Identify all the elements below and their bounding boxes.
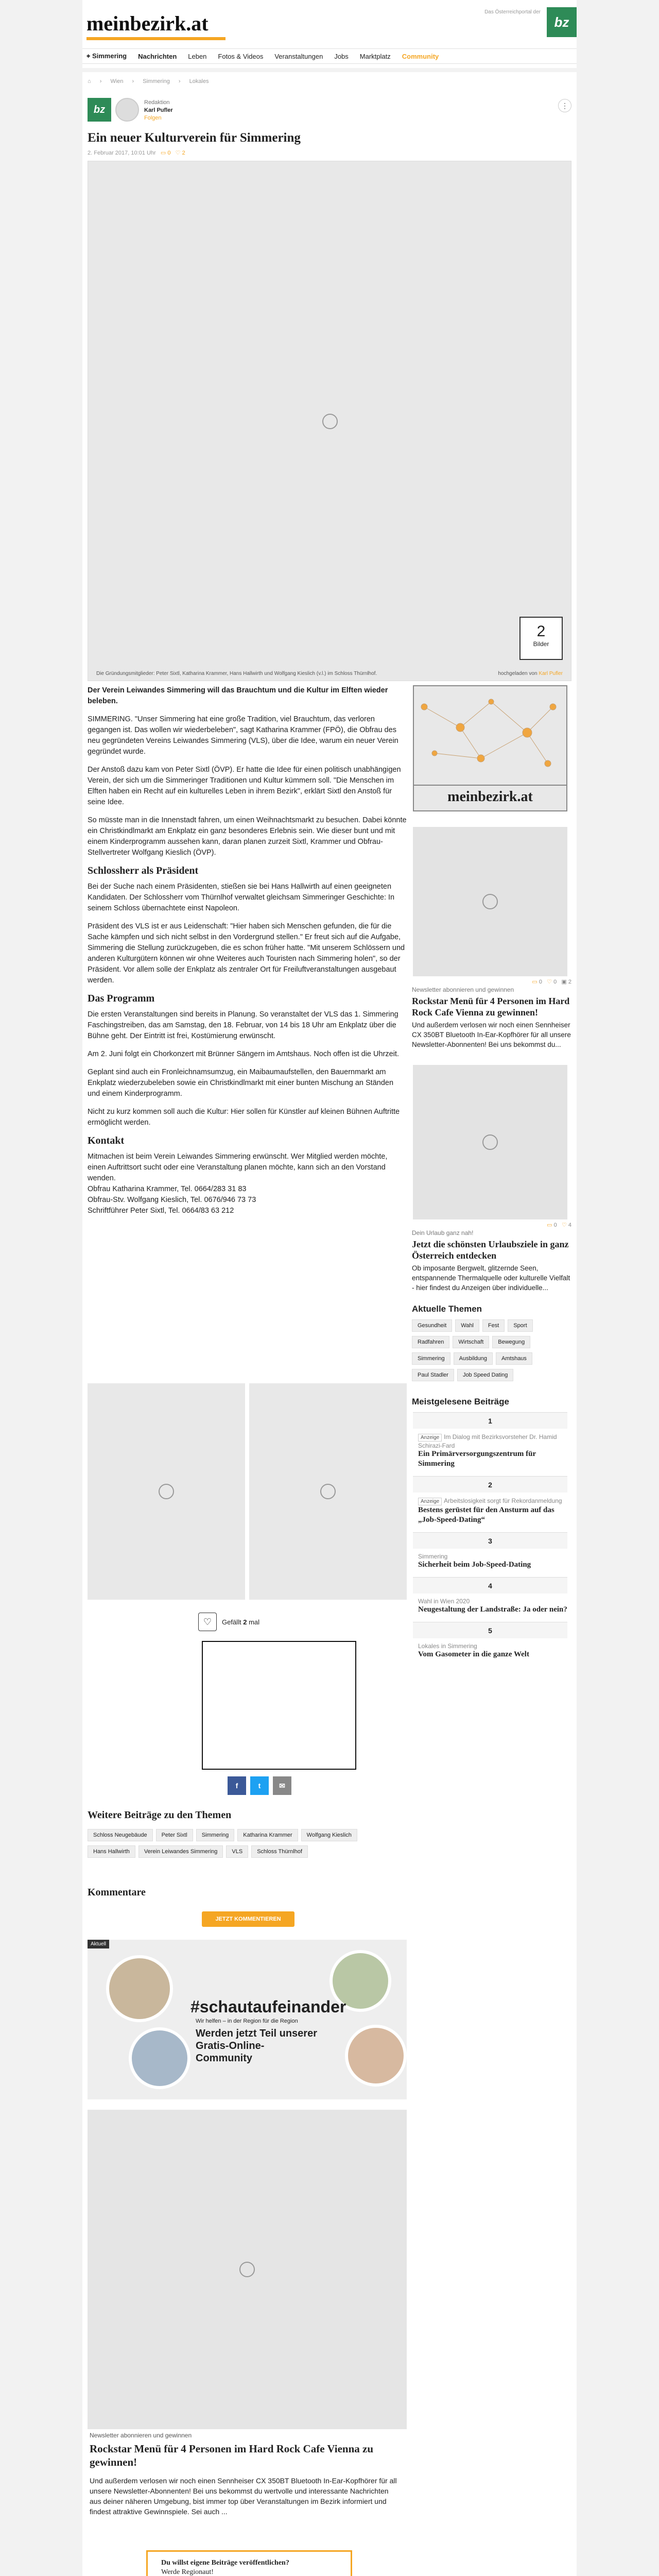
author-name[interactable]: Karl Pufler bbox=[144, 107, 173, 113]
teaser-like-count: 0 bbox=[553, 979, 557, 985]
regionaut-ad[interactable] bbox=[146, 2550, 352, 2576]
contact-line: Obfrau-Stv. Wolfgang Kieslich, Tel. 0676/946 73 73 bbox=[88, 1196, 256, 1204]
facebook-icon[interactable]: f bbox=[228, 1776, 246, 1795]
home-icon[interactable]: ⌂ bbox=[88, 78, 91, 84]
share-bar bbox=[228, 1776, 296, 1795]
paragraph: Geplant sind auch ein Fronleichnamsumzug, ein Maibaumaufstellen, den Bauernmarkt am Enkplatz wiederzubeleben sowie ein Christkindlmarkt mit einer bunten Mischung an Ständen und einem Kinderprogramm. bbox=[88, 1068, 394, 1098]
ad-badge: Anzeige bbox=[418, 1434, 442, 1442]
topics-tags bbox=[412, 1319, 571, 1385]
topics-heading: Aktuelle Themen bbox=[412, 1304, 482, 1314]
teaser-image[interactable] bbox=[413, 827, 567, 976]
community-photo bbox=[106, 1955, 173, 2022]
comment-icon[interactable]: ▭ bbox=[160, 150, 166, 156]
teaser-title[interactable]: Rockstar Menü für 4 Personen im Hard Rock Cafe Vienna zu gewinnen! bbox=[90, 2443, 374, 2468]
topic-tag[interactable]: Simmering bbox=[196, 1829, 235, 1841]
comment-count: 0 bbox=[167, 150, 171, 156]
teaser-kicker: Newsletter abonnieren und gewinnen bbox=[412, 986, 514, 993]
author-role: Redaktion bbox=[144, 99, 170, 106]
teaser-image-count: 2 bbox=[568, 979, 571, 985]
most-read-item[interactable] bbox=[412, 1429, 571, 1472]
sidebar-ad[interactable] bbox=[413, 685, 567, 811]
main-content bbox=[82, 72, 577, 2576]
bz-logo[interactable]: bz bbox=[547, 7, 577, 37]
topic-tag[interactable]: Fest bbox=[482, 1319, 505, 1332]
nav-item-fotos[interactable]: Fotos & Videos bbox=[218, 52, 264, 60]
loading-icon bbox=[320, 1484, 336, 1499]
camera-icon: ▣ bbox=[561, 979, 567, 985]
article-title: Ein neuer Kulturverein für Simmering bbox=[88, 131, 301, 145]
paragraph: SIMMERING. "Unser Simmering hat eine große Tradition, viel Brauchtum, das verloren gegangen ist. Das wollen wir wiederbeleben", sagt Katharina Krammer (FPÖ), die Obfrau des neu gegründeten Vereins Leiwandes Simmering (VLS), über die Idee, warum ein neuer Verein gegründet wurde. bbox=[88, 715, 398, 756]
community-hashtag: #schautaufeinander bbox=[190, 1997, 346, 2016]
article-lead: Der Verein Leiwandes Simmering will das Brauchtum und die Kultur im Elften wieder beleben. bbox=[88, 686, 388, 705]
image-gallery bbox=[88, 1383, 407, 1600]
like-count: 2 bbox=[182, 150, 185, 156]
topic-tag[interactable]: Bewegung bbox=[492, 1336, 530, 1348]
most-read-heading: Meistgelesene Beiträge bbox=[412, 1397, 509, 1406]
comment-icon: ▭ bbox=[532, 979, 537, 985]
rank-number: 3 bbox=[413, 1532, 567, 1549]
loading-icon bbox=[482, 894, 498, 909]
teaser-kicker: Newsletter abonnieren und gewinnen bbox=[90, 2432, 192, 2439]
most-read-kicker: Lokales in Simmering bbox=[418, 1642, 477, 1650]
image-count-button[interactable] bbox=[519, 617, 563, 660]
rank-number: 1 bbox=[413, 1412, 567, 1429]
topic-tag[interactable]: Verein Leiwandes Simmering bbox=[138, 1845, 223, 1858]
teaser-kicker: Dein Urlaub ganz nah! bbox=[412, 1229, 474, 1236]
ad-subline: Werde Regionaut! bbox=[161, 2568, 214, 2576]
header-tagline: Das Österreichportal der bbox=[484, 9, 541, 15]
logo-underline bbox=[86, 37, 226, 40]
paragraph: Nicht zu kurz kommen soll auch die Kultur: Hier sollen für Künstler auf kleinen Bühnen Auftritte ermöglicht werden. bbox=[88, 1108, 400, 1127]
hero-image[interactable] bbox=[88, 161, 571, 681]
paragraph bbox=[88, 1151, 407, 1216]
image-caption: Die Gründungsmitglieder: Peter Sixtl, Katharina Krammer, Hans Hallwirth und Wolfgang Kieslich (v.l.) im Schloss Thürnlhof. bbox=[96, 671, 377, 676]
rank-number: 5 bbox=[413, 1622, 567, 1638]
teaser-title[interactable]: Jetzt die schönsten Urlaubsziele in ganz Österreich entdecken bbox=[412, 1239, 569, 1261]
heart-icon[interactable]: ♡ bbox=[198, 1613, 217, 1631]
contact-intro: Mitmachen ist beim Verein Leiwandes Simmering erwünscht. Wer Mitglied werden möchte, einen Auftrittsort sucht oder eine Veranstaltung planen möchte, kann sich an den Vorstand wenden. bbox=[88, 1153, 388, 1182]
topic-tag[interactable]: Sport bbox=[508, 1319, 532, 1332]
breadcrumb-item[interactable]: Simmering bbox=[143, 78, 170, 84]
most-read-kicker: Arbeitslosigkeit sorgt für Rekordanmeldung bbox=[444, 1497, 562, 1504]
teaser-meta bbox=[412, 978, 571, 985]
most-read-title[interactable]: Bestens gerüstet für den Ansturm auf das „Job-Speed-Dating“ bbox=[418, 1506, 554, 1524]
image-count: 2 bbox=[536, 623, 546, 640]
like-icon[interactable]: ♡ bbox=[175, 150, 181, 156]
most-read-kicker: Im Dialog mit Bezirksvorsteher Dr. Hamid Schirazi-Fard bbox=[418, 1433, 557, 1449]
comments-heading: Kommentare bbox=[88, 1887, 146, 1898]
gallery-image[interactable] bbox=[249, 1383, 407, 1600]
like-icon: ♡ bbox=[561, 1222, 567, 1228]
paragraph: Die ersten Veranstaltungen sind bereits in Planung. So veranstaltet der VLS das 1. Simmering Faschingstreiben, das am Samstag, den 18. Februar, von 14 bis 18 Uhr am Enkplatz über die Bühne geht. Der Eintritt ist frei, Kostümierung erwünscht. bbox=[88, 1010, 398, 1040]
location-label: Simmering bbox=[92, 52, 127, 60]
subheading: Das Programm bbox=[88, 993, 155, 1004]
topic-tag[interactable]: Simmering bbox=[412, 1352, 450, 1365]
teaser-image[interactable] bbox=[413, 1065, 567, 1219]
topic-tag[interactable]: Radfahren bbox=[412, 1336, 449, 1348]
likes-count: 2 bbox=[243, 1618, 247, 1626]
paragraph: Der Anstoß dazu kam von Peter Sixtl (ÖVP). Er hatte die Idee für einen politisch unabhängigen Verein, der sich um die Simmeringer Traditionen und Kultur kümmern soll. "Die Menschen im Elften haben ein Recht auf ein kulturelles Leben in ihrem Bezirk", erklärt Sixtl den Anstoß für seine Idee. bbox=[88, 766, 401, 806]
mail-icon[interactable]: ✉ bbox=[273, 1776, 291, 1795]
author-meta bbox=[144, 99, 247, 122]
most-read-kicker: Wahl in Wien 2020 bbox=[418, 1598, 470, 1605]
twitter-icon[interactable]: t bbox=[250, 1776, 269, 1795]
community-banner[interactable] bbox=[88, 1940, 407, 2099]
community-cta: Werden jetzt Teil unserer Gratis-Online-Community bbox=[196, 2028, 317, 2064]
more-posts-heading: Weitere Beiträge zu den Themen bbox=[88, 1809, 232, 1821]
rank-number: 2 bbox=[413, 1476, 567, 1493]
article-body bbox=[88, 685, 407, 1216]
nav-item-community[interactable]: Community bbox=[402, 52, 439, 60]
teaser-text: Und außerdem verlosen wir noch einen Sennheiser CX 350BT Bluetooth In-Ear-Kopfhörer für all unsere Newsletter-Abonnenten! Bei uns bekommst du wertvolle und interessante Nachrichten aus deiner näheren Umgebung, bist immer top über Veranstaltungen im Bezirk informiert und findest attraktive Gewinnspiele. Sei auch ... bbox=[90, 2477, 397, 2516]
teaser-comment-count: 0 bbox=[553, 1222, 557, 1228]
most-read-item[interactable] bbox=[412, 1549, 571, 1573]
most-read-item[interactable] bbox=[412, 1594, 571, 1618]
publish-date: 2. Februar 2017, 10:01 Uhr bbox=[88, 150, 156, 156]
sidebar bbox=[412, 685, 571, 1663]
main-nav bbox=[82, 48, 577, 64]
loading-icon bbox=[159, 1484, 174, 1499]
nav-item-nachrichten[interactable]: Nachrichten bbox=[138, 52, 177, 60]
location-selector[interactable]: ⌖ Simmering bbox=[86, 52, 127, 60]
teaser-text: Ob imposante Bergwelt, glitzernde Seen, entspannende Thermalquelle oder kulturelle Vielfalt - hier findest du Anzeigen über individuelle... bbox=[412, 1264, 570, 1292]
topic-tag[interactable]: Amtshaus bbox=[496, 1352, 532, 1365]
teaser-meta bbox=[412, 1222, 571, 1228]
topic-tag[interactable]: Wahl bbox=[455, 1319, 479, 1332]
likes-prefix: Gefällt bbox=[222, 1618, 241, 1626]
topic-tag[interactable]: Hans Hallwirth bbox=[88, 1845, 135, 1858]
topic-tag[interactable]: Schloss Thürnlhof bbox=[251, 1845, 308, 1858]
topic-tag[interactable]: Paul Stadler bbox=[412, 1369, 454, 1381]
breadcrumb: ⌂ › Wien › Simmering › Lokales bbox=[88, 78, 209, 84]
embedded-ad-frame[interactable] bbox=[202, 1641, 356, 1770]
ad-label: meinbezirk.at bbox=[414, 785, 566, 805]
teaser-image[interactable] bbox=[88, 2110, 407, 2429]
more-options-icon[interactable]: ⋮ bbox=[558, 99, 571, 112]
contact-line: Obfrau Katharina Krammer, Tel. 0664/283 31 83 bbox=[88, 1185, 247, 1193]
topic-tag[interactable]: VLS bbox=[226, 1845, 248, 1858]
gallery-image[interactable] bbox=[88, 1383, 245, 1600]
image-credit bbox=[498, 671, 563, 676]
site-logo[interactable]: meinbezirk.at bbox=[86, 12, 209, 35]
comment-icon: ▭ bbox=[547, 1222, 552, 1228]
paragraph: Am 2. Juni folgt ein Chorkonzert mit Brünner Sängern im Amtshaus. Noch offen ist die Uhrzeit. bbox=[88, 1050, 399, 1058]
breadcrumb-item[interactable]: Lokales bbox=[189, 78, 209, 84]
teaser-text: Und außerdem verlosen wir noch einen Sennheiser CX 350BT Bluetooth In-Ear-Kopfhörer für all unsere Newsletter-Abonnenten! Bei uns bekommst du... bbox=[412, 1021, 571, 1048]
most-read-item[interactable] bbox=[412, 1493, 571, 1528]
topic-tag[interactable]: Gesundheit bbox=[412, 1319, 452, 1332]
publish-info bbox=[88, 149, 185, 156]
community-subline: Wir helfen – in der Region für die Region bbox=[196, 2018, 298, 2024]
topic-tag[interactable]: Wirtschaft bbox=[453, 1336, 489, 1348]
topic-tag[interactable]: Peter Sixtl bbox=[156, 1829, 193, 1841]
loading-icon bbox=[482, 1134, 498, 1150]
image-count-label: Bilder bbox=[533, 640, 549, 648]
topic-tag[interactable]: Wolfgang Kieslich bbox=[301, 1829, 357, 1841]
paragraph: Präsident des VLS ist er aus Leidenschaft: "Hier haben sich Menschen gefunden, die für die Sache kämpfen und sich nicht selbst in den Vordergrund stellen." Er freut sich auf die Aufgabe, Simmering die Stellung zurückzugeben, die es schon früher hatte. "Mit unserem Schlössern und anderen Kulturgütern können wir ohne Weiteres auch Touristen nach Simmering holen", so der Präsident. Vor allem solle der Enkplatz als zentraler Ort für Freiluftveranstaltungen ausgebaut werden. bbox=[88, 922, 405, 985]
topic-tag[interactable]: Schloss Neugebäude bbox=[88, 1829, 153, 1841]
rank-number: 4 bbox=[413, 1577, 567, 1594]
teaser-like-count: 4 bbox=[568, 1222, 571, 1228]
banner-badge: Aktuell bbox=[88, 1940, 109, 1948]
nav-item-jobs[interactable]: Jobs bbox=[334, 52, 349, 60]
loading-icon bbox=[322, 414, 338, 429]
subheading: Kontakt bbox=[88, 1135, 125, 1146]
author-bz-logo: bz bbox=[88, 98, 111, 122]
loading-icon bbox=[239, 2262, 255, 2277]
avatar[interactable] bbox=[115, 98, 139, 122]
topic-tag[interactable]: Katharina Krammer bbox=[237, 1829, 298, 1841]
comment-button[interactable]: JETZT KOMMENTIEREN bbox=[202, 1911, 294, 1927]
most-read-title[interactable]: Ein Primärversorgungszentrum für Simmering bbox=[418, 1450, 536, 1468]
teaser-title[interactable]: Rockstar Menü für 4 Personen im Hard Rock Cafe Vienna zu gewinnen! bbox=[412, 996, 570, 1018]
most-read-title[interactable]: Vom Gasometer in die ganze Welt bbox=[418, 1650, 529, 1658]
like-box bbox=[198, 1613, 259, 1631]
topic-tag[interactable]: Job Speed Dating bbox=[457, 1369, 513, 1381]
topic-tag[interactable]: Ausbildung bbox=[454, 1352, 493, 1365]
like-icon: ♡ bbox=[547, 979, 552, 985]
ad-headline: Du willst eigene Beiträge veröffentlichen? bbox=[161, 2559, 289, 2567]
follow-button[interactable]: Folgen bbox=[144, 115, 162, 121]
credit-name[interactable]: Karl Pufler bbox=[539, 671, 563, 676]
most-read-kicker: Simmering bbox=[418, 1553, 448, 1560]
most-read-title[interactable]: Sicherheit beim Job-Speed-Dating bbox=[418, 1561, 531, 1569]
paragraph: So müsste man in die Innenstadt fahren, um einen Weihnachtsmarkt zu besuchen. Dabei könnte ein Christkindlmarkt am Enkplatz ein ganz besonderes Erlebnis sein. Wie dieser bunt und mit einem Kinderprogramm aussehen kann, daran planen zurzeit Sixtl, Krammer und Obfrau-Stellvertreter Wolfgang Kieslich (ÖVP). bbox=[88, 816, 407, 857]
teaser-comment-count: 0 bbox=[539, 979, 542, 985]
community-photo bbox=[345, 2025, 407, 2087]
credit-prefix: hochgeladen von bbox=[498, 671, 537, 676]
site-header bbox=[82, 0, 577, 68]
most-read-item[interactable] bbox=[412, 1638, 571, 1663]
community-photo bbox=[129, 2027, 190, 2089]
nav-item-leben[interactable]: Leben bbox=[188, 52, 207, 60]
most-read-title[interactable]: Neugestaltung der Landstraße: Ja oder nein? bbox=[418, 1605, 567, 1614]
network-graphic bbox=[414, 686, 566, 779]
nav-item-marktplatz[interactable]: Marktplatz bbox=[359, 52, 391, 60]
contact-line: Schriftführer Peter Sixtl, Tel. 0664/83 63 212 bbox=[88, 1207, 234, 1215]
likes-suffix: mal bbox=[249, 1618, 260, 1626]
breadcrumb-item[interactable]: Wien bbox=[110, 78, 124, 84]
subheading: Schlossherr als Präsident bbox=[88, 865, 199, 876]
ad-badge: Anzeige bbox=[418, 1498, 442, 1505]
paragraph: Bei der Suche nach einem Präsidenten, stießen sie bei Hans Hallwirth auf einen geeigneten Kandidaten. Der Schlossherr vom Thürnlhof verwaltet gleichsam Simmeringer Geschichte: In seinem Schloss übernachtete einst Napoleon. bbox=[88, 883, 395, 912]
nav-item-veranstaltungen[interactable]: Veranstaltungen bbox=[274, 52, 323, 60]
more-tags bbox=[88, 1829, 407, 1862]
